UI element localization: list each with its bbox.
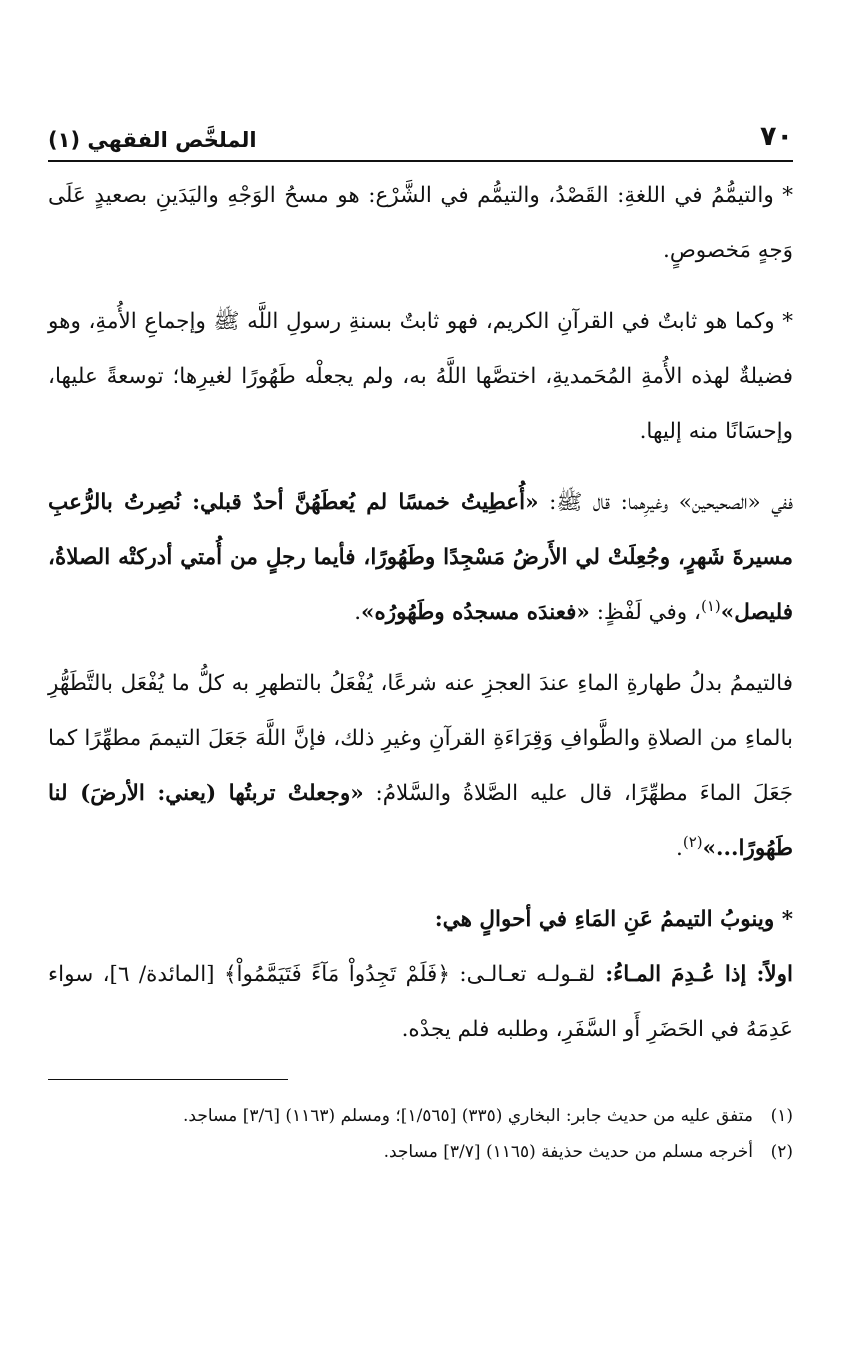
footnote-2 [48,1134,793,1170]
paragraph-definition: * والتيمُّمُ في اللغةِ: القَصْدُ، والتيمُّم في الشَّرْع: هو مسحُ الوَجْهِ واليَدَينِ بصعيدٍ عَلَى وَجهٍ مَخصوصٍ. [48,183,793,263]
footnote-text: متفق عليه من حديث جابر: البخاري (٣٣٥) [١/٥٦٥]؛ ومسلم (١١٦٣) [٣/٦] مساجد. [183,1106,753,1126]
substitute-text: فالتيممُ بدلُ طهارةِ الماءِ عندَ العجزِ عنه شرعًا، يُفْعَلُ بالتطهرِ به كلُّ ما يُفْعَل بالتَّطَهُّرِ بالماءِ من الصلاةِ والطَّوافِ وَقِرَاءَةِ القرآنِ وغيرِ ذلك، فإنَّ اللَّهَ جَعَلَ التيممَ مطهِّرًا كما جَعَلَ الماءَ مطهِّرًا، قال عليه الصَّلاةُ والسَّلامُ: [48,671,793,806]
paragraph-evidence: * وكما هو ثابتٌ في القرآنِ الكريم، فهو ثابتٌ بسنةِ رسولِ اللَّه ﷺ وإجماعِ الأُمةِ، وهو فضيلةٌ لهذه الأُمةِ المُحَمديةِ، اختصَّها اللَّهُ به، ولم يجعلْه طَهُورًا لغيرِها؛ توسعةً عليها، وإحسَانًا منه إليها. [48,309,793,444]
paragraph-substitute [48,656,793,876]
first-case-label: اولاً: إذا عُـدِمَ المـاءُ: [595,962,793,987]
paragraph-cases-heading: * وينوبُ التيممُ عَنِ المَاءِ في أحوالٍ هي: [434,907,793,932]
book-page [48,112,793,1170]
footnote-1 [48,1098,793,1134]
footnote-number: (١) [770,1106,793,1126]
first-case-text: لقـولـه تعـالـى: ﴿فَلَمْ تَجِدُواْ مَآءً فَتَيَمَّمُواْ﴾ [المائدة/ ٦]، سواء عَدِمَهُ في الحَضَرِ أَو السَّفَرِ، وطلبه فلم يجدْه. [48,962,793,1042]
hadith-variant: «فعندَه مسجدُه وطَهُورُه» [361,600,590,625]
footnote-divider [48,1079,288,1080]
book-title: الملخَّص الفقهي (١) [48,128,257,152]
page-header [48,112,793,162]
hadith-connector: ، وفي لَفْظٍ: [589,600,701,625]
hadith-text: «أُعطِيتُ خمسًا لم يُعطَهُنَّ أحدٌ قبلي: نُصِرتُ بالرُّعبِ مسيرةَ شَهرٍ، وجُعِلَتْ لي الأَرضُ مَسْجِدًا وطَهُورًا، فأيما رجلٍ من أُمتي أدركتْه الصلاةُ، فليصل» [48,490,793,625]
paragraph-first-case [48,947,793,1057]
hadith-intro: ففي «الصحيحين» وغيرِهما: قال ﷺ: [538,490,793,515]
substitute-end: . [675,836,683,861]
paragraph-hadith [48,475,793,640]
footnote-text: أخرجه مسلم من حديث حذيفة (١١٦٥) [٣/٧] مساجد. [383,1142,753,1162]
page-number: ٧٠ [760,121,793,152]
footnote-number: (٢) [770,1142,793,1162]
hadith-end: . [354,600,362,625]
footnote-ref-2[interactable]: (٢) [682,832,703,851]
substitute-hadith: «وجعلتْ تربتُها (يعني: الأرضَ) لنا طَهُورًا...» [48,781,793,861]
footnote-ref-1[interactable]: (١) [700,596,721,615]
